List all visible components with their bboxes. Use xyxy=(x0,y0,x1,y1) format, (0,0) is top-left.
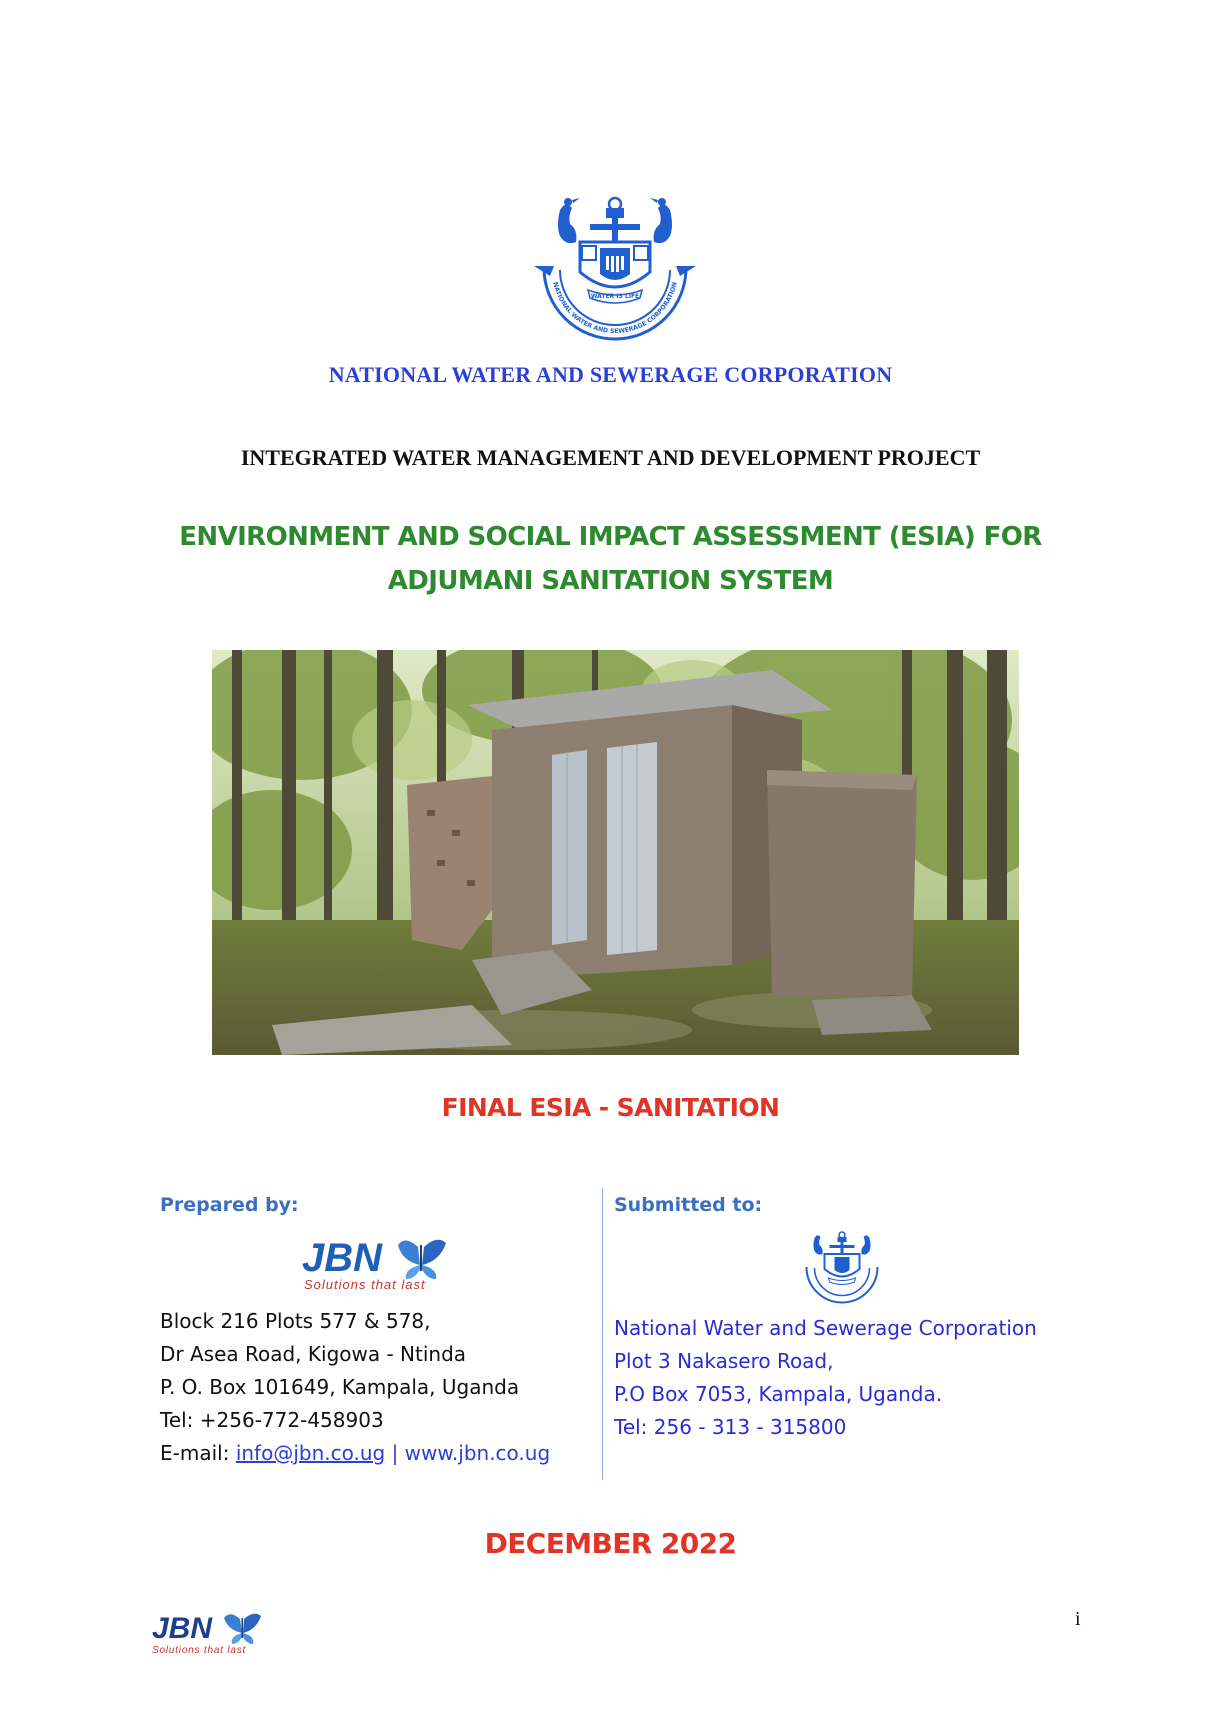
prepared-by-label: Prepared by: xyxy=(160,1194,299,1216)
svg-text:WATER IS LIFE: WATER IS LIFE xyxy=(590,293,640,300)
butterfly-icon xyxy=(224,1614,261,1644)
jbn-address-line: Block 216 Plots 577 & 578, xyxy=(160,1309,431,1333)
jbn-address-block xyxy=(160,1305,550,1470)
document-date: DECEMBER 2022 xyxy=(484,1527,737,1560)
nwsc-address-block xyxy=(614,1312,1037,1444)
email-link[interactable]: info@jbn.co.ug xyxy=(235,1441,386,1465)
contact-separator: | xyxy=(385,1441,405,1465)
butterfly-icon xyxy=(398,1240,446,1279)
svg-text:Solutions that last: Solutions that last xyxy=(152,1645,247,1656)
nwsc-address-line: P.O Box 7053, Kampala, Uganda. xyxy=(614,1382,943,1406)
document-title xyxy=(0,515,1221,603)
jbn-address-line: Dr Asea Road, Kigowa - Ntinda xyxy=(160,1342,467,1366)
jbn-address-line: P. O. Box 101649, Kampala, Uganda xyxy=(160,1375,520,1399)
document-title-line-2: ADJUMANI SANITATION SYSTEM xyxy=(387,566,834,596)
jbn-footer-logo xyxy=(150,1610,280,1656)
svg-text:Solutions that last: Solutions that last xyxy=(304,1277,426,1292)
website-link[interactable]: www.jbn.co.ug xyxy=(404,1441,551,1465)
email-prefix: E-mail: xyxy=(160,1441,236,1465)
nwsc-crest-logo xyxy=(530,190,700,342)
jbn-contact-line xyxy=(160,1437,550,1470)
nwsc-address-line: Plot 3 Nakasero Road, xyxy=(614,1349,834,1373)
column-divider xyxy=(602,1188,603,1480)
document-title-line-1: ENVIRONMENT AND SOCIAL IMPACT ASSESSMENT (ESIA) FOR xyxy=(179,522,1042,552)
page-number: i xyxy=(1075,1608,1081,1630)
organization-title: NATIONAL WATER AND SEWERAGE CORPORATION xyxy=(328,362,893,387)
svg-text:JBN: JBN xyxy=(152,1612,213,1645)
project-title: INTEGRATED WATER MANAGEMENT AND DEVELOPMENT PROJECT xyxy=(240,445,981,470)
document-status-label: FINAL ESIA - SANITATION xyxy=(441,1093,780,1122)
jbn-logo xyxy=(300,1235,470,1293)
nwsc-address-line: National Water and Sewerage Corporation xyxy=(614,1316,1037,1340)
nwsc-crest-logo-small xyxy=(798,1228,886,1304)
cover-photo-latrine xyxy=(212,650,1019,1055)
svg-text:NATIONAL WATER AND SEWERAGE CO: NATIONAL WATER AND SEWERAGE CORPORATION xyxy=(551,281,679,336)
svg-text:JBN: JBN xyxy=(302,1236,383,1280)
jbn-phone: Tel: +256-772-458903 xyxy=(160,1408,384,1432)
submitted-to-label: Submitted to: xyxy=(614,1194,763,1216)
nwsc-phone: Tel: 256 - 313 - 315800 xyxy=(614,1415,847,1439)
